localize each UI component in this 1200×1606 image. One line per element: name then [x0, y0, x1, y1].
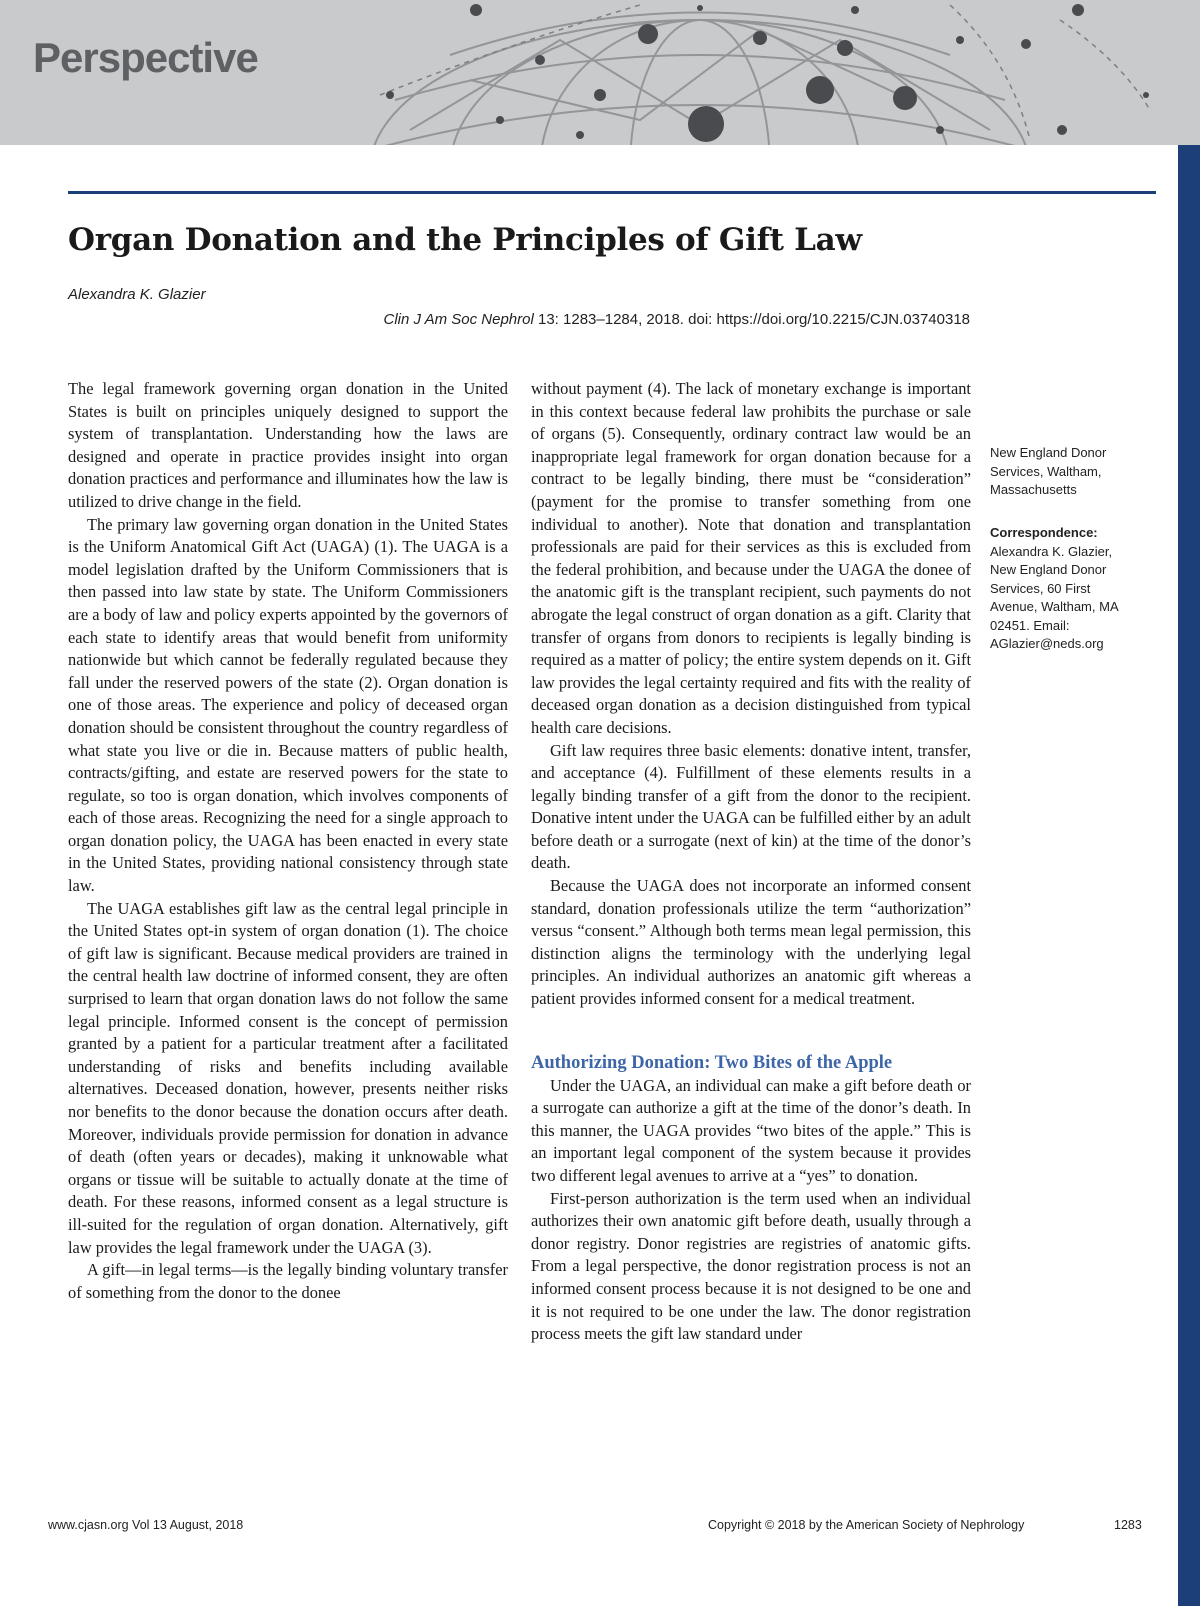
journal-side-bar — [1178, 145, 1200, 1606]
correspondence-text: Alexandra K. Glazier, New England Donor Services, 60 First Avenue, Waltham, MA 02451. Email: AGlazier@neds.org — [990, 543, 1118, 651]
section-label: Perspective — [33, 34, 258, 81]
section-heading: Authorizing Donation: Two Bites of the Apple — [531, 1052, 893, 1073]
article-title: Organ Donation and the Principles of Gift Law — [68, 222, 862, 258]
citation-journal: Clin J Am Soc Nephrol — [383, 311, 534, 328]
affiliation-note: New England Donor Services, Waltham, Massachusetts — [990, 445, 1107, 497]
citation-details: 13: 1283–1284, 2018. doi: https://doi.org/10.2215/CJN.03740318 — [533, 311, 970, 328]
body-paragraph: The UAGA establishes gift law as the central legal principle in the United States opt-in system of organ donation (1). The choice of gift law is significant. Because medical providers are trained in the central health law doctrine of informed consent, they are often surprised to learn that organ donation laws do not follow the same legal principle. Informed consent is the concept of permission granted by a patient for a particular treatment after a facilitated understanding of risks and benefits including available alternatives. Deceased donation, however, presents neither risks nor benefits to the donor because the donation occurs after death. Moreover, individuals provide permission for donation in advance of death (often years or decades), making it unknowable what organs or tissue will be suitable to actually donate at the time of death. For these reasons, informed consent as a legal structure is ill-suited for the regulation of organ donation. Alternatively, gift law provides the legal framework under the UAGA (3). — [68, 898, 508, 1257]
citation-line — [383, 311, 970, 328]
author-line: Alexandra K. Glazier — [68, 286, 206, 303]
footer-journal-info: www.cjasn.org Vol 13 August, 2018 — [48, 1518, 244, 1532]
body-paragraph: without payment (4). The lack of monetary exchange is important in this context because federal law prohibits the purchase or sale of organs (5). Consequently, ordinary contract law would be an inappropriate legal framework for organ donation because for a contract to be legally binding, there must be “consideration” (payment for the promise to transfer something from one individual to another). Note that donation and transplantation professionals are paid for their services as this is excluded from the federal prohibition, and because under the UAGA the donee of the anatomic gift is the transplant recipient, such payments do not abrogate the legal construct of organ donation as a gift. Clarity that transfer of organs from donors to recipients is legally binding is required as a matter of policy; the entire system depends on it. Gift law provides the legal certainty required and fits with the reality of deceased organ donation as a decision distinguished from typical health care decisions. — [531, 379, 971, 737]
page-number: 1283 — [1114, 1518, 1142, 1532]
correspondence-note — [990, 524, 1140, 654]
correspondence-label: Correspondence: — [990, 525, 1098, 540]
footer-copyright: Copyright © 2018 by the American Society of Nephrology — [708, 1518, 1025, 1532]
body-paragraph: Because the UAGA does not incorporate an informed consent standard, donation professionals utilize the term “authorization” versus “consent.” Although both terms mean legal permission, this distinction aligns the terminology with the underlying legal principles. An individual authorizes an anatomic gift whereas a patient provides informed consent for a medical treatment. — [531, 876, 971, 1009]
body-paragraph: A gift—in legal terms—is the legally binding voluntary transfer of something from the donor to the donee — [68, 1260, 508, 1302]
header-banner — [0, 0, 1200, 145]
title-rule — [68, 191, 1156, 194]
body-column-left — [68, 378, 508, 1304]
body-paragraph: First-person authorization is the term used when an individual authorizes their own anatomic gift before death, usually through a donor registry. Donor registries are registries of anatomic gifts. From a legal perspective, the donor registration process is not an informed consent process because it is not designed to be one and it is not required to be one under the law. The donor registration process meets the gift law standard under — [531, 1188, 971, 1344]
body-paragraph: Under the UAGA, an individual can make a gift before death or a surrogate can authorize a gift at the time of the donor’s death. In this manner, the UAGA provides “two bites of the apple.” This is an important legal component of the system because it provides two different legal avenues to arrive at a “yes” to donation. — [531, 1075, 971, 1185]
body-paragraph: The legal framework governing organ donation in the United States is built on principles uniquely designed to support the system of transplantation. Understanding how the laws are designed and operate in practice provides insight into organ donation practices and performance and illuminates how the law is utilized to drive change in the field. — [68, 379, 508, 511]
body-paragraph: The primary law governing organ donation in the United States is the Uniform Anatomical Gift Act (UAGA) (1). The UAGA is a model legislation drafted by the Uniform Commissioners that is then passed into law state by state. The Uniform Commissioners are a body of law and policy experts appointed by the governors of each state to identify areas that would benefit from uniformity nationwide but which cannot be federally regulated because they fall under the reserved powers of the state (2). Organ donation is one of those areas. The experience and policy of deceased organ donation should be consistent throughout the country regardless of what state you live or die in. Because matters of public health, contracts/gifting, and estate are reserved powers for the state to regulate, so too is organ donation, which involves components of each of those areas. Recognizing the need for a single approach to organ donation policy, the UAGA has been enacted in every state in the United States, providing national consistency through state law. — [68, 514, 508, 896]
body-column-right — [531, 378, 971, 1346]
body-paragraph: Gift law requires three basic elements: donative intent, transfer, and acceptance (4). Fulfillment of these elements results in a legally binding transfer of a gift from the donor to the recipient. Donative intent under the UAGA can be fulfilled either by an adult before death or a surrogate (next of kin) at the time of the donor’s death. — [531, 740, 971, 873]
